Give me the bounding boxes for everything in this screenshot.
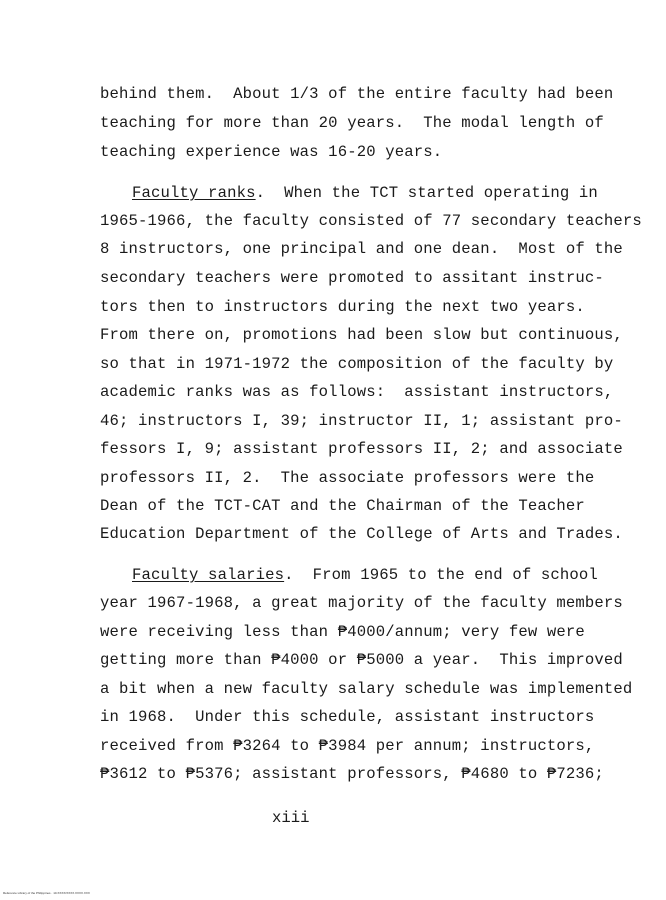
section-heading-line: Faculty salaries. From 1965 to the end of school: [132, 566, 598, 584]
text-line: Education Department of the College of Arts and Trades.: [100, 525, 623, 543]
heading-line-text: When the TCT started operating in: [284, 184, 598, 202]
section-heading-faculty-ranks: Faculty ranks: [132, 184, 256, 202]
text-line: so that in 1971-1972 the composition of the faculty by: [100, 355, 614, 373]
text-line: Dean of the TCT-CAT and the Chairman of the Teacher: [100, 497, 585, 515]
text-line: 8 instructors, one principal and one dean. Most of the: [100, 240, 623, 258]
text-line: received from ₱3264 to ₱3984 per annum; instructors,: [100, 737, 595, 755]
heading-line-text: From 1965 to the end of school: [312, 566, 598, 584]
text-line: year 1967-1968, a great majority of the faculty members: [100, 594, 623, 612]
text-line: From there on, promotions had been slow but continuous,: [100, 326, 623, 344]
text-line: behind them. About 1/3 of the entire faculty had been: [100, 85, 614, 103]
text-line: 1965-1966, the faculty consisted of 77 secondary teachers: [100, 212, 642, 230]
text-line: in 1968. Under this schedule, assistant instructors: [100, 708, 595, 726]
footer-watermark: Reference Library of the Philippines · 10.XXXX/XXXX.XXXX.XXX: [3, 891, 90, 895]
text-line: teaching for more than 20 years. The modal length of: [100, 114, 604, 132]
page-number: xiii: [272, 809, 310, 827]
text-line: 46; instructors I, 39; instructor II, 1; assistant pro-: [100, 412, 623, 430]
text-line: teaching experience was 16-20 years.: [100, 143, 443, 161]
text-line: were receiving less than ₱4000/annum; very few were: [100, 623, 585, 641]
text-line: fessors I, 9; assistant professors II, 2; and associate: [100, 440, 623, 458]
text-line: a bit when a new faculty salary schedule was implemented: [100, 680, 633, 698]
text-line: ₱3612 to ₱5376; assistant professors, ₱4680 to ₱7236;: [100, 765, 604, 783]
text-line: secondary teachers were promoted to assitant instruc-: [100, 269, 604, 287]
section-heading-faculty-salaries: Faculty salaries: [132, 566, 285, 584]
section-heading-line: Faculty ranks. When the TCT started operating in: [132, 184, 598, 202]
text-line: getting more than ₱4000 or ₱5000 a year. This improved: [100, 651, 623, 669]
text-line: professors II, 2. The associate professors were the: [100, 469, 595, 487]
text-line: academic ranks was as follows: assistant instructors,: [100, 383, 614, 401]
text-line: tors then to instructors during the next two years.: [100, 298, 585, 316]
